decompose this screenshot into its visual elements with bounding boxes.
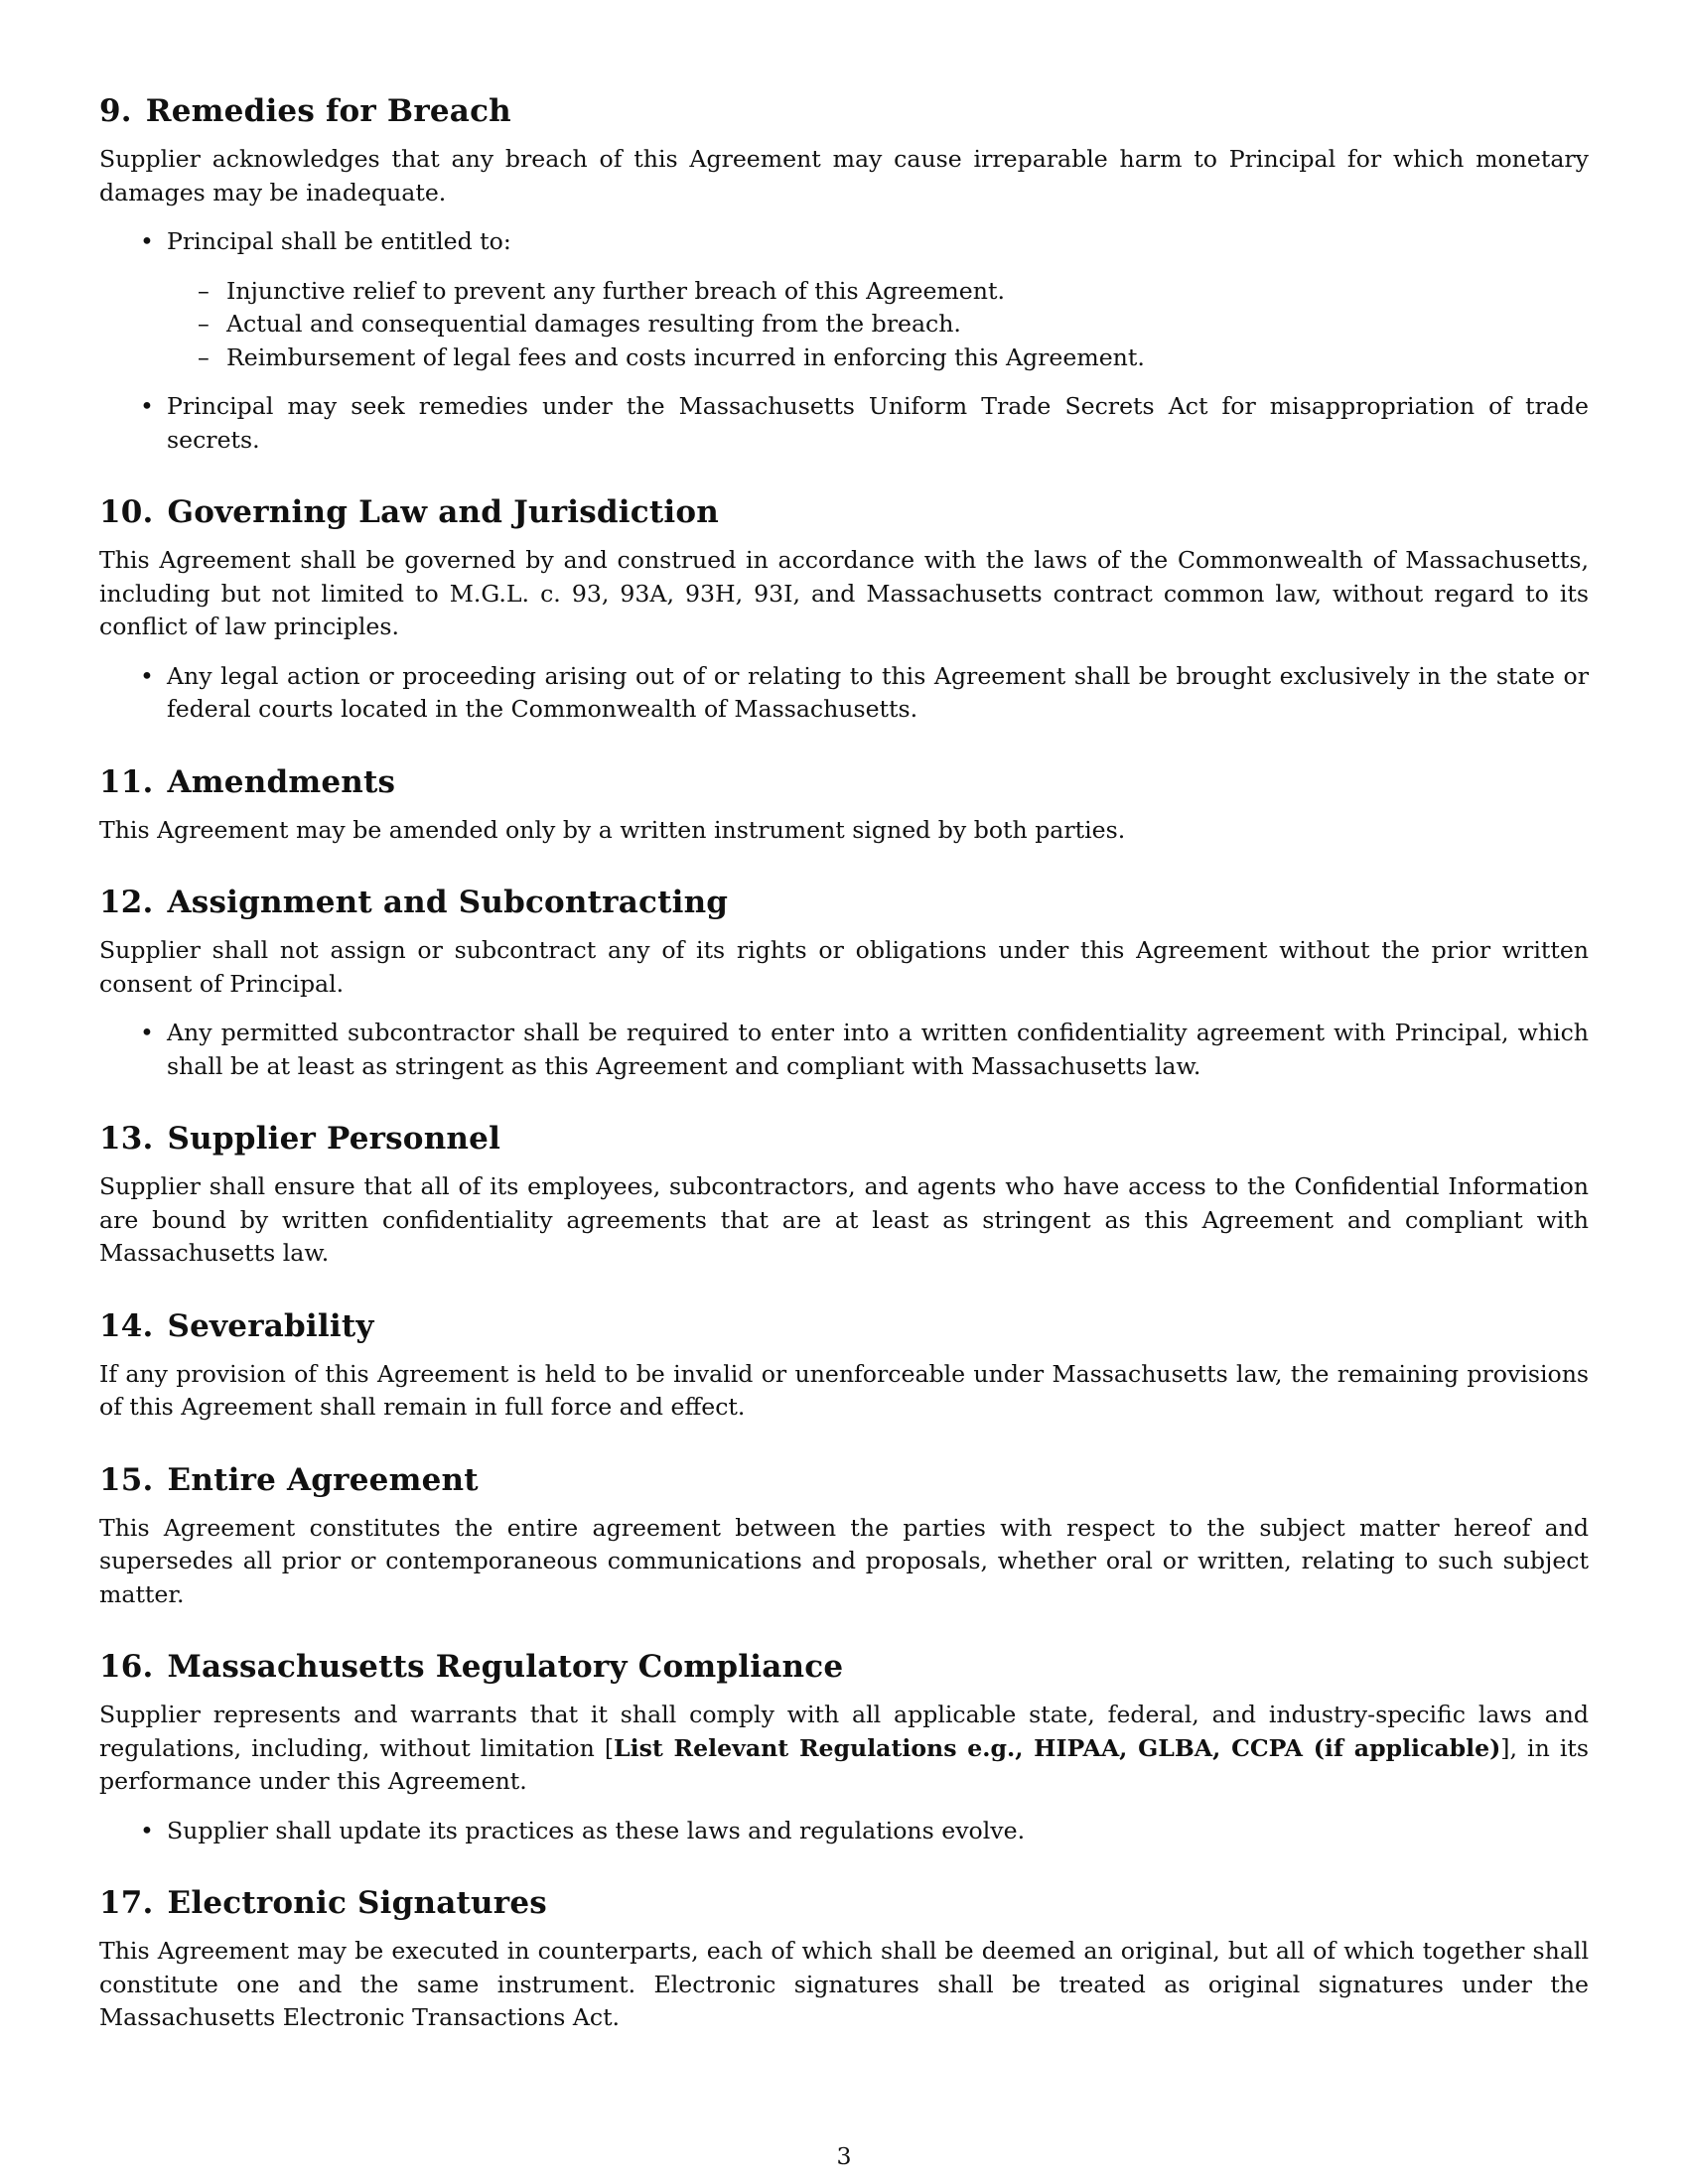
bullet-text: Principal shall be entitled to: xyxy=(167,227,511,255)
section-heading xyxy=(99,762,1589,802)
bullet-item: • Principal may seek remedies under the Massachusetts Uniform Trade Secrets Act for misappropriation of trade secrets. xyxy=(167,390,1589,457)
section-number: 11. xyxy=(99,763,154,800)
section-governing-law xyxy=(99,492,1589,727)
section-heading xyxy=(99,883,1589,922)
section-heading xyxy=(99,1119,1589,1159)
section-number: 10. xyxy=(99,494,154,530)
section-paragraph xyxy=(99,1699,1589,1799)
section-remedies-for-breach xyxy=(99,91,1589,457)
section-number: 9. xyxy=(99,93,132,129)
section-amendments xyxy=(99,762,1589,848)
section-paragraph: This Agreement may be amended only by a written instrument signed by both parties. xyxy=(99,815,1126,844)
section-heading xyxy=(99,1883,1589,1923)
section-title: Severability xyxy=(167,1307,374,1344)
bullet-list xyxy=(99,225,1589,457)
bullet-item xyxy=(167,225,1589,374)
section-title: Governing Law and Jurisdiction xyxy=(167,494,719,530)
section-title: Remedies for Breach xyxy=(145,93,511,129)
section-paragraph: This Agreement may be executed in counterparts, each of which shall be deemed an original, but all of which together shall constitute one and the same instrument. Electronic signatures shall be treated as original signatures under the Massachusetts Electronic Transactions Act. xyxy=(99,1937,1589,2031)
bullet-list xyxy=(99,1815,1589,1848)
section-number: 13. xyxy=(99,1121,154,1157)
section-entire-agreement xyxy=(99,1460,1589,1612)
sub-list xyxy=(167,275,1589,375)
section-assignment-subcontracting xyxy=(99,883,1589,1083)
document-page xyxy=(99,91,1589,2071)
section-paragraph: This Agreement constitutes the entire agreement between the parties with respect to the subject matter hereof and supersedes all prior or contemporaneous communications and proposals, whether oral or written, relating to such subject matter. xyxy=(99,1513,1589,1608)
section-number: 15. xyxy=(99,1461,154,1498)
section-number: 14. xyxy=(99,1307,154,1344)
section-heading xyxy=(99,1460,1589,1500)
section-title: Massachusetts Regulatory Compliance xyxy=(167,1649,844,1685)
section-heading xyxy=(99,1647,1589,1687)
section-paragraph: This Agreement shall be governed by and construed in accordance with the laws of the Commonwealth of Massachusetts, including but not limited to M.G.L. c. 93, 93A, 93H, 93I, and Massachusetts contract common law, without regard to its conflict of law principles. xyxy=(99,546,1589,640)
bullet-item: • Any legal action or proceeding arising out of or relating to this Agreement shall be brought exclusively in the state or federal courts located in the Commonwealth of Massachusetts. xyxy=(167,660,1589,727)
section-title: Entire Agreement xyxy=(167,1461,479,1498)
section-number: 17. xyxy=(99,1885,154,1921)
page-number: 3 xyxy=(836,2142,852,2170)
sub-item: – Injunctive relief to prevent any further breach of this Agreement. xyxy=(226,275,1589,309)
sub-item: – Actual and consequential damages resulting from the breach. xyxy=(226,308,1589,341)
section-electronic-signatures xyxy=(99,1883,1589,2035)
section-heading xyxy=(99,492,1589,532)
sub-item: – Reimbursement of legal fees and costs incurred in enforcing this Agreement. xyxy=(226,341,1589,375)
section-paragraph: Supplier acknowledges that any breach of this Agreement may cause irreparable harm to Principal for which monetary damages may be inadequate. xyxy=(99,145,1589,206)
section-title: Amendments xyxy=(167,763,396,800)
section-supplier-personnel xyxy=(99,1119,1589,1271)
section-title: Electronic Signatures xyxy=(167,1885,547,1921)
section-heading xyxy=(99,1306,1589,1346)
bullet-list xyxy=(99,660,1589,727)
bullet-item: • Any permitted subcontractor shall be required to enter into a written confidentiality agreement with Principal, which shall be at least as stringent as this Agreement and compliant with Massachusetts law. xyxy=(167,1017,1589,1083)
section-paragraph: If any provision of this Agreement is held to be invalid or unenforceable under Massachusetts law, the remaining provisions of this Agreement shall remain in full force and effect. xyxy=(99,1359,1589,1421)
section-number: 16. xyxy=(99,1649,154,1685)
bullet-list xyxy=(99,1017,1589,1083)
section-severability xyxy=(99,1306,1589,1425)
section-title: Supplier Personnel xyxy=(167,1121,501,1157)
regulations-placeholder: List Relevant Regulations e.g., HIPAA, GLBA, CCPA (if applicable) xyxy=(614,1733,1501,1762)
section-number: 12. xyxy=(99,885,154,920)
bullet-item: • Supplier shall update its practices as these laws and regulations evolve. xyxy=(167,1815,1589,1848)
paragraph-text: ], in its performance under this Agreement. xyxy=(99,1733,1589,1795)
section-regulatory-compliance xyxy=(99,1647,1589,1847)
section-paragraph: Supplier shall not assign or subcontract any of its rights or obligations under this Agreement without the prior written consent of Principal. xyxy=(99,936,1589,998)
paragraph-text: Supplier represents and warrants that it shall comply with all applicable state, federal, and industry-specific laws and regulations, including, without limitation [ xyxy=(99,1701,1589,1762)
section-title: Assignment and Subcontracting xyxy=(167,885,729,920)
section-heading xyxy=(99,91,1589,131)
section-paragraph: Supplier shall ensure that all of its employees, subcontractors, and agents who have access to the Confidential Information are bound by written confidentiality agreements that are at least as stringent as this Agreement and compliant with Massachusetts law. xyxy=(99,1172,1589,1267)
